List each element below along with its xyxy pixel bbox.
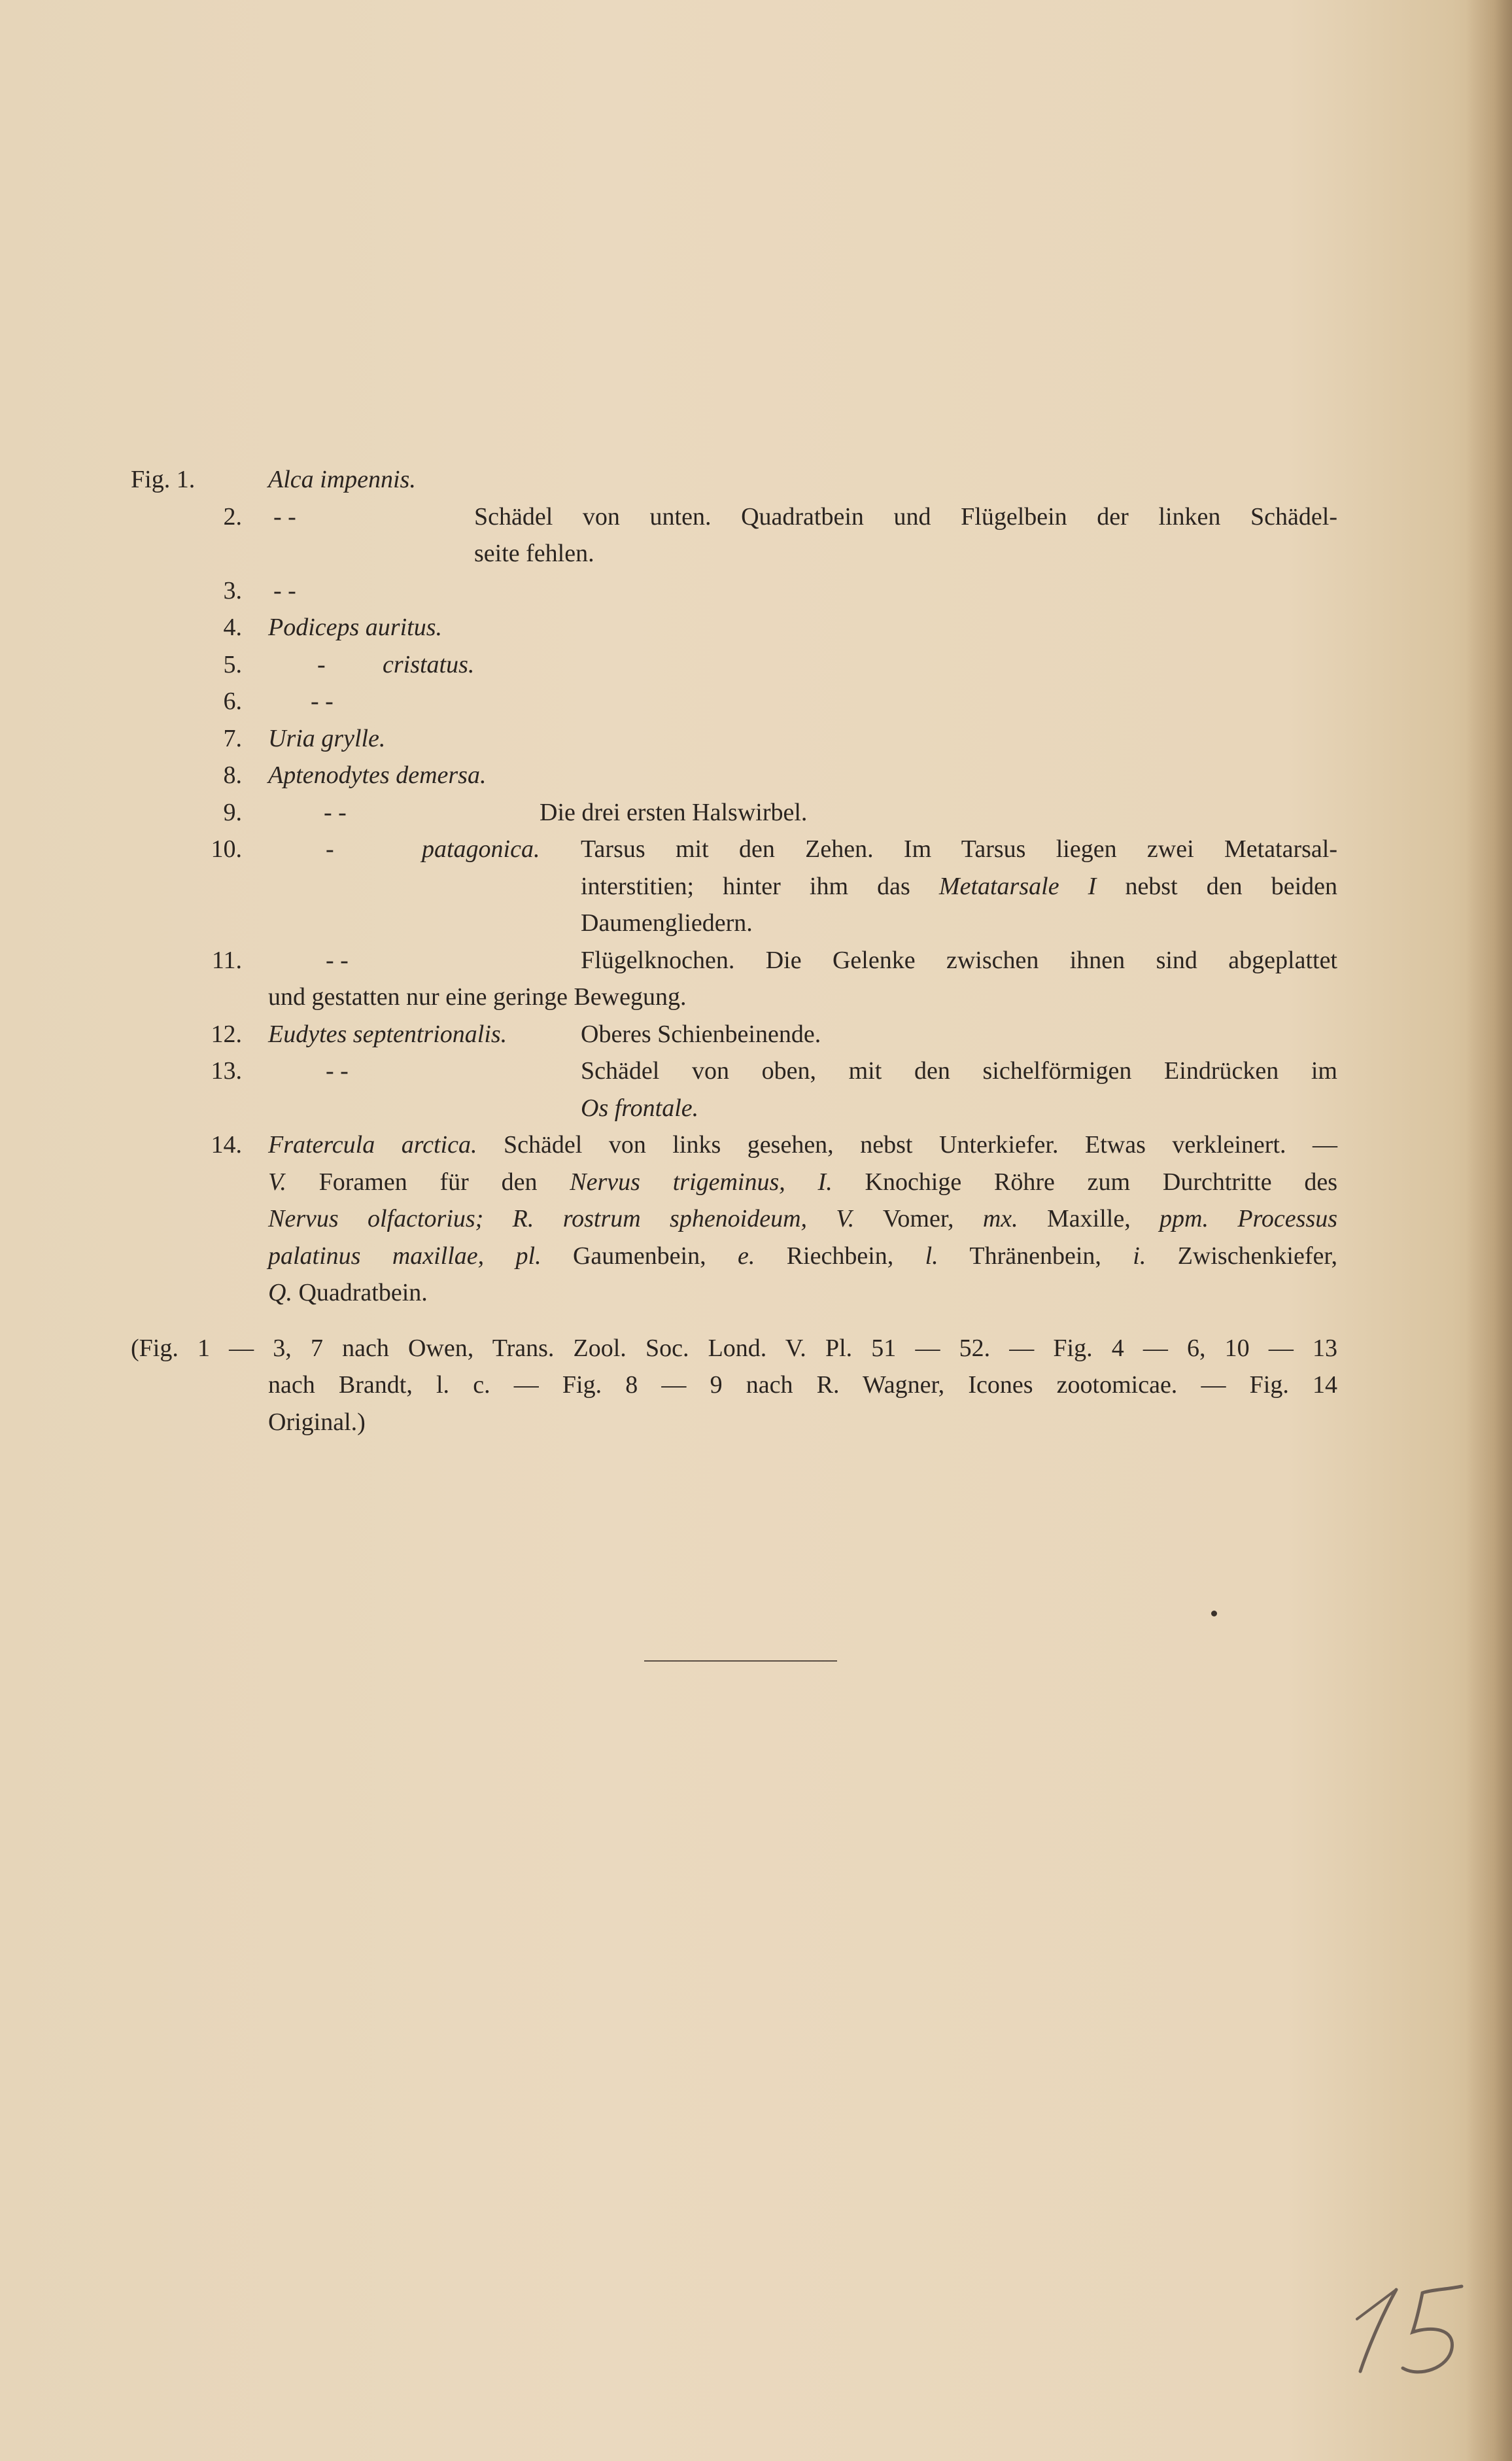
- legend-entry: [131, 1126, 1337, 1164]
- entry-description: Schädel von unten. Quadratbein und Flügelbein der linken Schädel-: [474, 502, 1337, 531]
- legend-entry: [131, 461, 1337, 498]
- entry-number: 5.: [223, 650, 242, 678]
- legend-continuation: [131, 905, 1337, 942]
- entry-number: 4.: [223, 614, 242, 641]
- entry-number: Fig. 1.: [131, 466, 196, 493]
- entry-number: 8.: [223, 761, 242, 789]
- legend-entry: [131, 498, 1337, 536]
- section-divider: [644, 1660, 837, 1662]
- species-name: cristatus.: [383, 650, 475, 678]
- species-name: Aptenodytes demersa.: [268, 761, 487, 789]
- entry-number: 3.: [223, 576, 242, 604]
- ditto-marks: - -: [326, 1057, 349, 1085]
- entry-number: 6.: [223, 688, 242, 715]
- ditto-marks: -: [326, 835, 334, 863]
- entry-description: Die drei ersten Halswirbel.: [540, 798, 808, 826]
- ditto-marks: - -: [273, 502, 296, 531]
- entry-description: interstitien; hinter ihm das Metatarsale I nebst den beiden: [581, 872, 1338, 900]
- entry-description: und gestatten nur eine geringe Bewegung.: [268, 983, 687, 1011]
- handwritten-page-number: [1341, 2273, 1485, 2384]
- species-name: patagonica.: [422, 835, 540, 863]
- entry-number: 2.: [223, 502, 242, 531]
- entry-description: Tarsus mit den Zehen. Im Tarsus liegen zwei Metatarsal-: [581, 835, 1337, 863]
- ditto-marks: - -: [311, 688, 334, 715]
- entry-description: seite fehlen.: [474, 540, 594, 567]
- legend-entry: [131, 646, 1337, 684]
- ditto-marks: -: [317, 650, 326, 678]
- legend-entry: [131, 757, 1337, 794]
- entry-description: Schädel von oben, mit den sichelförmigen Eindrücken im: [581, 1057, 1337, 1085]
- legend-continuation: [131, 868, 1337, 905]
- entry-number: 7.: [223, 724, 242, 752]
- species-name: Eudytes septentrionalis.: [268, 1020, 507, 1048]
- legend-entry: [131, 609, 1337, 646]
- entry-number: 11.: [211, 946, 242, 974]
- legend-continuation: [131, 1200, 1337, 1238]
- ditto-marks: - -: [273, 576, 296, 604]
- source-note: [131, 1330, 1337, 1441]
- abbreviation-key: Q. Quadratbein.: [268, 1279, 428, 1306]
- entry-description: Os frontale.: [581, 1094, 699, 1122]
- entry-description: Flügelknochen. Die Gelenke zwischen ihnen sind abgeplattet: [581, 946, 1337, 974]
- legend-entry: [131, 1053, 1337, 1090]
- species-name: Uria grylle.: [268, 724, 386, 752]
- entry-number: 14.: [211, 1131, 242, 1159]
- legend-continuation: [131, 979, 1337, 1016]
- entry-number: 13.: [211, 1057, 242, 1085]
- ink-speck: [1211, 1611, 1217, 1616]
- abbreviation-key: palatinus maxillae, pl. Gaumenbein, e. Riechbein, l. Thränenbein, i. Zwischenkiefer,: [268, 1242, 1337, 1270]
- legend-entry: [131, 794, 1337, 831]
- entry-description: Daumengliedern.: [581, 909, 753, 937]
- entry-description: Oberes Schienbeinende.: [581, 1020, 821, 1048]
- source-note-line: Original.): [268, 1408, 366, 1436]
- legend-entry: [131, 683, 1337, 720]
- legend-continuation: [131, 1164, 1337, 1201]
- entry-description: Fratercula arctica. Schädel von links gesehen, nebst Unterkiefer. Etwas verkleinert. —: [268, 1131, 1338, 1159]
- abbreviation-key: V. Foramen für den Nervus trigeminus, I. Knochige Röhre zum Durchtritte des: [268, 1168, 1338, 1196]
- ditto-marks: - -: [324, 798, 347, 826]
- abbreviation-key: Nervus olfactorius; R. rostrum sphenoideum, V. Vomer, mx. Maxille, ppm. Processus: [268, 1205, 1338, 1232]
- page-edge-shadow: [1466, 0, 1512, 2461]
- legend-entry: [131, 942, 1337, 979]
- species-name: Podiceps auritus.: [268, 614, 442, 641]
- figure-legend: [131, 461, 1337, 1440]
- ditto-marks: - -: [326, 946, 349, 974]
- legend-continuation: [131, 1238, 1337, 1275]
- legend-continuation: [131, 535, 1337, 572]
- legend-entry: [131, 720, 1337, 758]
- entry-number: 12.: [211, 1020, 242, 1048]
- source-note-line: (Fig. 1 — 3, 7 nach Owen, Trans. Zool. Soc. Lond. V. Pl. 51 — 52. — Fig. 4 — 6, 10 — 13: [131, 1334, 1337, 1362]
- legend-entry: [131, 572, 1337, 610]
- legend-entry: [131, 1016, 1337, 1053]
- legend-entry: [131, 831, 1337, 868]
- entry-number: 9.: [223, 798, 242, 826]
- legend-continuation: [131, 1090, 1337, 1127]
- entry-number: 10.: [211, 835, 242, 863]
- species-name: Alca impennis.: [268, 466, 416, 493]
- legend-continuation: [131, 1274, 1337, 1312]
- source-note-line: nach Brandt, l. c. — Fig. 8 — 9 nach R. Wagner, Icones zootomicae. — Fig. 14: [268, 1371, 1337, 1399]
